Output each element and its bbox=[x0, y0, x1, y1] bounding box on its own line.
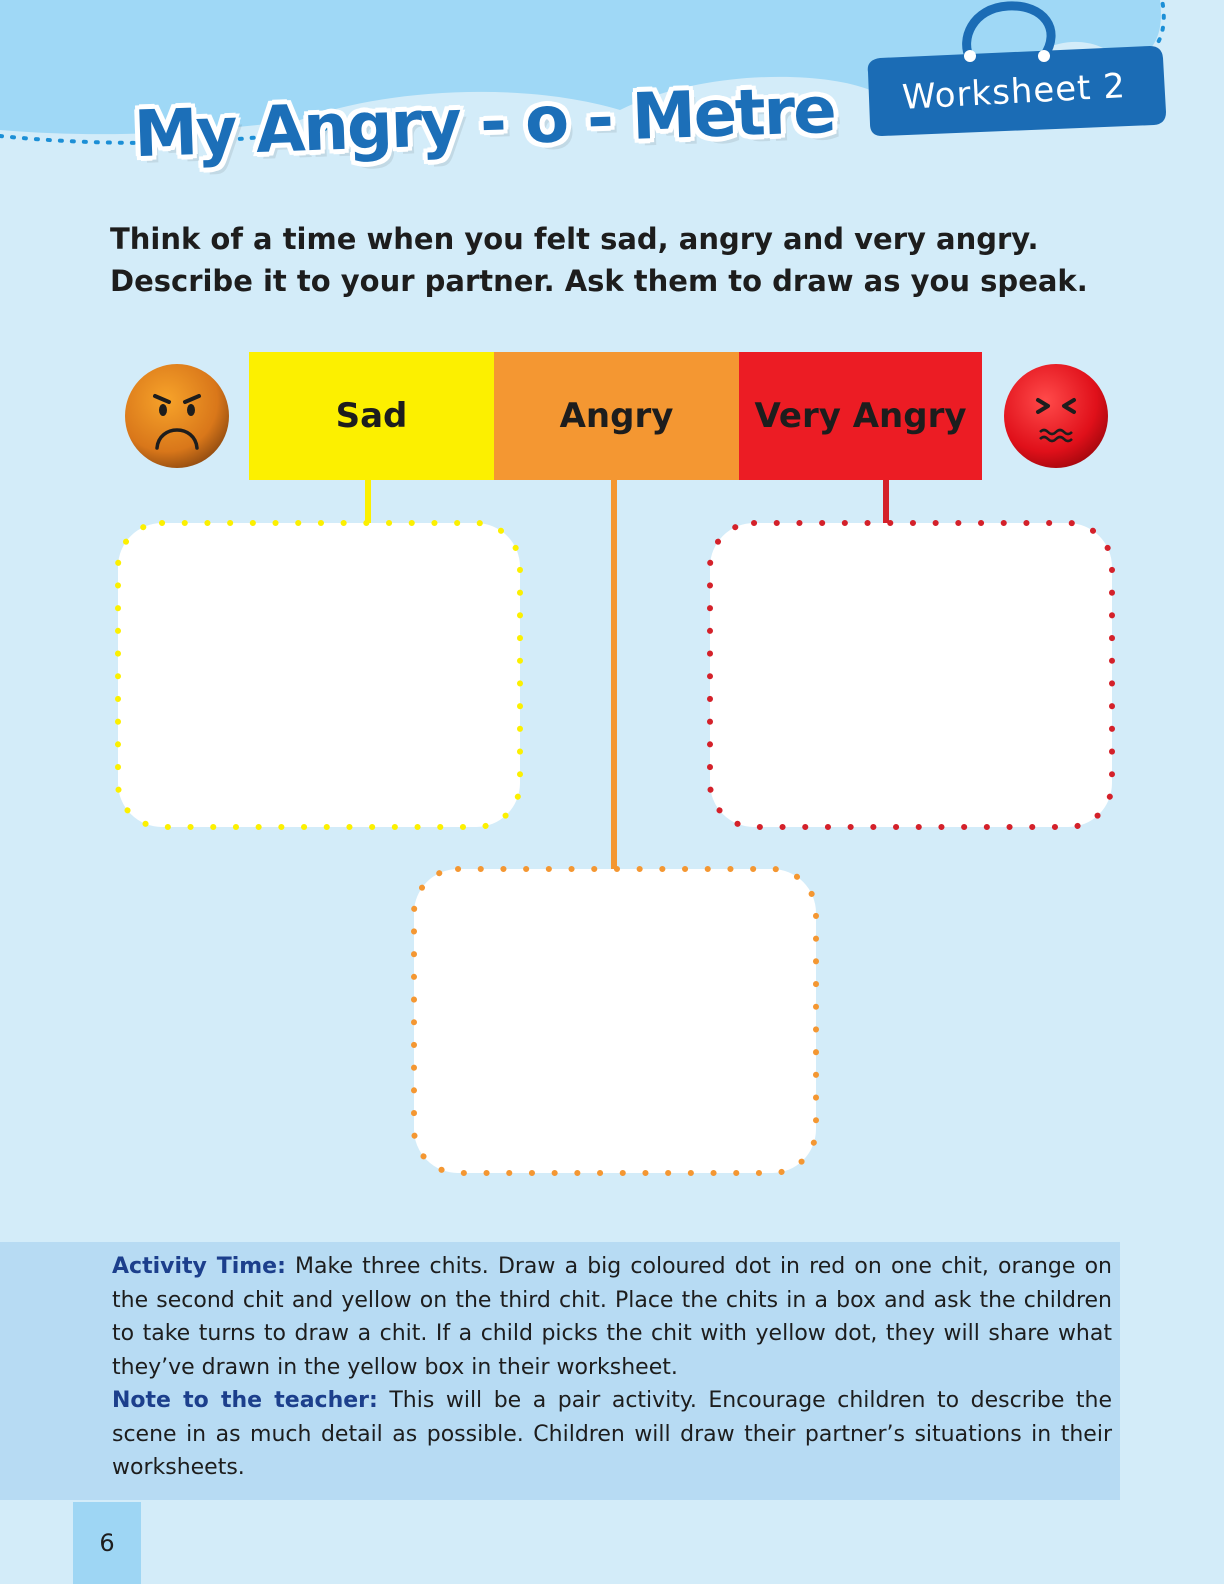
note-body: This will be a pair activity. Encourage children to describe the scene in as much detail as possible. Children will draw their partner’s situations in their worksheets. bbox=[112, 1388, 1112, 1480]
page-number: 6 bbox=[73, 1502, 141, 1584]
instruction-line-2: Describe it to your partner. Ask them to draw as you speak. bbox=[110, 264, 1088, 298]
very-angry-drawing-box[interactable] bbox=[705, 518, 1117, 832]
note-paragraph bbox=[112, 1384, 1112, 1485]
tag-hook-icon bbox=[958, 0, 1068, 62]
worksheet-label: Worksheet 2 bbox=[901, 66, 1127, 118]
activity-text bbox=[112, 1250, 1112, 1485]
meter-very-angry: Very Angry bbox=[739, 352, 982, 480]
activity-body: Make three chits. Draw a big coloured dot in red on one chit, orange on the second chit and yellow on the third chit. Place the chits in a box and ask the children to take turns to draw a chit. If a child picks the chit with yellow dot, they will share what they’ve drawn in the yellow box in their worksheet. bbox=[112, 1254, 1112, 1380]
angry-drawing-box[interactable] bbox=[409, 864, 821, 1178]
angry-connector bbox=[611, 480, 617, 870]
meter-sad: Sad bbox=[249, 352, 494, 480]
instruction-line-1: Think of a time when you felt sad, angry and very angry. bbox=[110, 222, 1039, 256]
meter-angry: Angry bbox=[494, 352, 739, 480]
instructions bbox=[110, 218, 1170, 302]
activity-paragraph bbox=[112, 1250, 1112, 1384]
sad-drawing-box[interactable] bbox=[113, 518, 525, 832]
activity-lead: Activity Time: bbox=[112, 1254, 286, 1279]
furious-face-icon bbox=[1002, 362, 1110, 470]
worksheet-tag bbox=[862, 46, 1170, 138]
note-lead: Note to the teacher: bbox=[112, 1388, 378, 1413]
title-area bbox=[120, 73, 860, 198]
angry-face-icon bbox=[123, 362, 231, 470]
page-title: My Angry - o - Metre bbox=[132, 73, 836, 173]
